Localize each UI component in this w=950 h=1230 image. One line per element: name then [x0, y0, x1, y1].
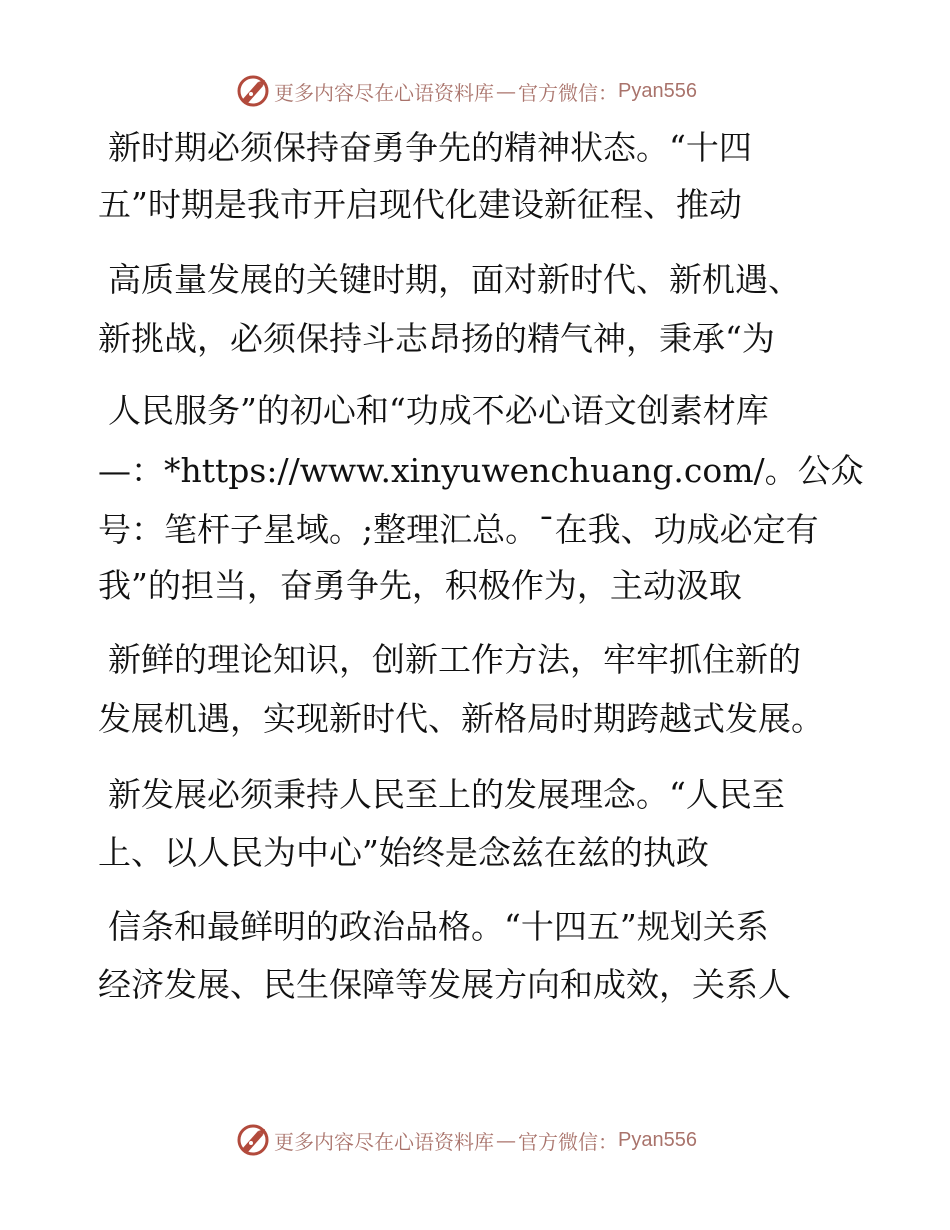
body-line-1: 新时期必须保持奋勇争先的精神状态。“十四 [108, 128, 752, 167]
body-line-12: 上、以人民为中心”始终是念兹在兹的执政 [98, 833, 709, 872]
footer-promo-text: 更多内容尽在心语资料库 [274, 1129, 494, 1154]
header-wechat-label: 官方微信： [518, 80, 618, 105]
body-line-11: 新发展必须秉持人民至上的发展理念。“人民至 [108, 775, 785, 814]
body-line-8: 我”的担当，奋勇争先，积极作为，主动汲取 [98, 566, 742, 605]
body-line-9: 新鲜的理论知识，创新工作方法，牢牢抓住新的 [108, 640, 801, 679]
header-dash: — [496, 79, 516, 103]
body-line-4: 新挑战，必须保持斗志昂扬的精气神，秉承“为 [98, 319, 775, 358]
footer-banner [236, 1122, 697, 1158]
header-banner [236, 73, 697, 109]
body-line-7: 号：笔杆子星域。;整理汇总。¯在我、功成必定有 [98, 510, 819, 549]
footer-wechat-label: 官方微信： [518, 1129, 618, 1154]
body-line-3: 高质量发展的关键时期，面对新时代、新机遇、 [108, 260, 801, 299]
body-line-14: 经济发展、民生保障等发展方向和成效，关系人 [98, 965, 791, 1004]
footer-wechat-id: Pyan556 [618, 1128, 697, 1151]
body-line-13: 信条和最鲜明的政治品格。“十四五”规划关系 [108, 907, 769, 946]
pen-nib-logo-icon [236, 74, 270, 108]
header-promo-text: 更多内容尽在心语资料库 [274, 80, 494, 105]
footer-dash: — [496, 1128, 516, 1152]
body-line-10: 发展机遇，实现新时代、新格局时期跨越式发展。 [98, 699, 824, 738]
body-line-2: 五”时期是我市开启现代化建设新征程、推动 [98, 185, 742, 224]
header-wechat-id: Pyan556 [618, 79, 697, 102]
body-line-6: —：*https://www.xinyuwenchuang.com/。公众 [98, 451, 864, 490]
pen-nib-logo-icon [236, 1123, 270, 1157]
body-line-5: 人民服务”的初心和“功成不必心语文创素材库 [108, 391, 769, 430]
